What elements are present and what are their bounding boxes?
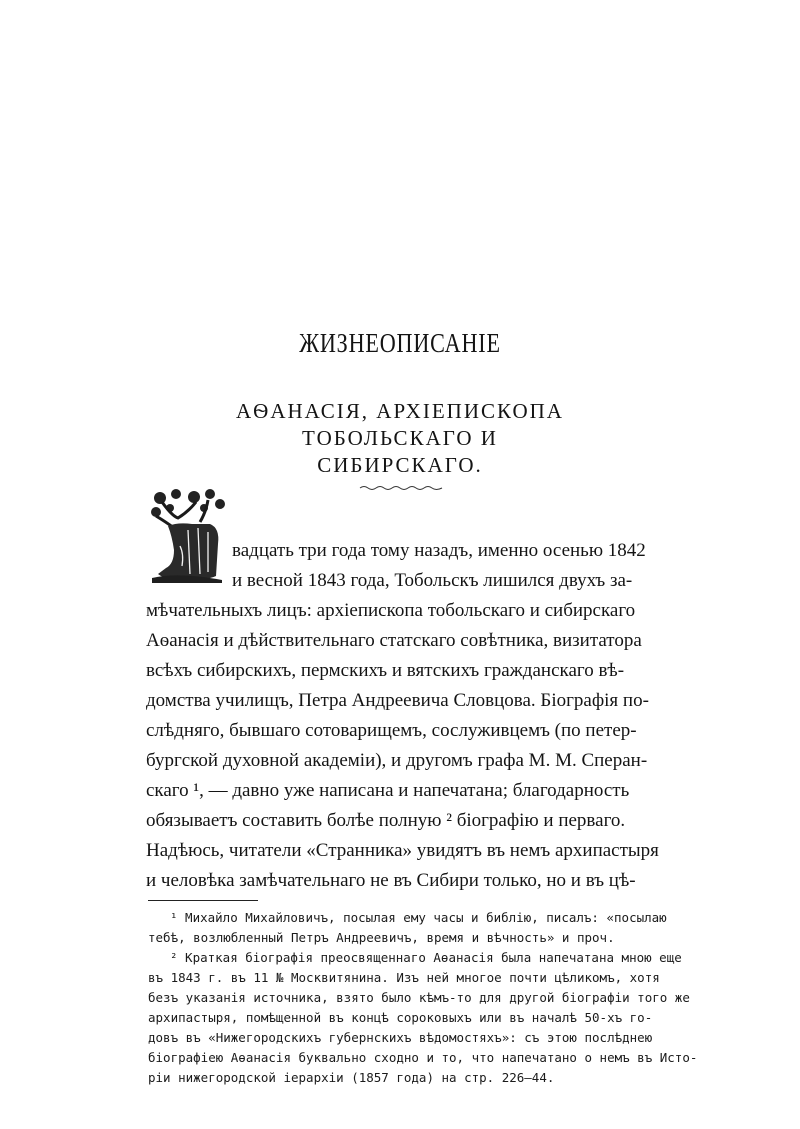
page-title: ЖИЗНЕОПИСАНІЕ [299,328,501,358]
footnote-line: біографіею Аѳанасія буквально сходно и то, что напечатано о немъ въ Исто- [148,1050,698,1065]
text-line: и человѣка замѣчательнаго не въ Сибири только, но и въ цѣ- [146,870,636,891]
footnote-line: ¹ Михайло Михайловичъ, посылая ему часы и библію, писалъ: «посылаю [170,910,667,925]
footnote-line: ріи нижегородской іерархіи (1857 года) на стр. 226—44. [148,1070,555,1085]
text-line: Надѣюсь, читатели «Странника» увидятъ въ немъ архипастыря [146,840,659,861]
page-subtitle [200,398,600,479]
footnote-line: довъ въ «Нижегородскихъ губернскихъ вѣдомостяхъ»: съ этою послѣднею [148,1030,653,1045]
text-line: бургской духовной академіи), и другомъ графа М. М. Сперан- [146,750,648,771]
text-line: домства училищъ, Петра Андреевича Словцова. Біографія по- [146,690,649,711]
text-line: вадцать три года тому назадъ, именно осенью 1842 [232,540,646,561]
decorative-divider [358,484,444,492]
text-line: Аѳанасія и дѣйствительнаго статскаго совѣтника, визитатора [146,630,642,651]
text-line: всѣхъ сибирскихъ, пермскихъ и вятскихъ гражданскаго вѣ- [146,660,625,681]
text-line: обязываетъ составить болѣе полную ² біографію и перваго. [146,810,626,831]
subtitle-line: АѲАНАСІЯ, АРХІЕПИСКОПА ТОБОЛЬСКАГО И [236,399,564,450]
subtitle-line: СИБИРСКАГО. [317,453,483,477]
decorative-initial-letter [148,488,230,584]
footnote-line: ² Краткая біографія преосвященнаго Аѳанасія была напечатана мною еще [170,950,682,965]
footnote-line: въ 1843 г. въ 11 № Москвитянина. Изъ ней многое почти цѣликомъ, хотя [148,970,660,985]
text-line: и весной 1843 года, Тобольскъ лишился двухъ за- [232,570,633,591]
footnote-separator [148,900,258,901]
footnote-line: тебѣ, возлюбленный Петръ Андреевичъ, время и вѣчность» и проч. [148,930,615,945]
text-line: скаго ¹, — давно уже написана и напечатана; благодарность [146,780,630,801]
text-line: слѣдняго, бывшаго сотоварищемъ, сослуживцемъ (по петер- [146,720,637,741]
footnote-line: безъ указанія источника, взято было кѣмъ-то для другой біографіи того же [148,990,690,1005]
footnote-line: архипастыря, помѣщенной въ концѣ сороковыхъ или въ началѣ 50-хъ го- [148,1010,653,1025]
text-line: мѣчательныхъ лицъ: архіепископа тобольскаго и сибирскаго [146,600,636,621]
